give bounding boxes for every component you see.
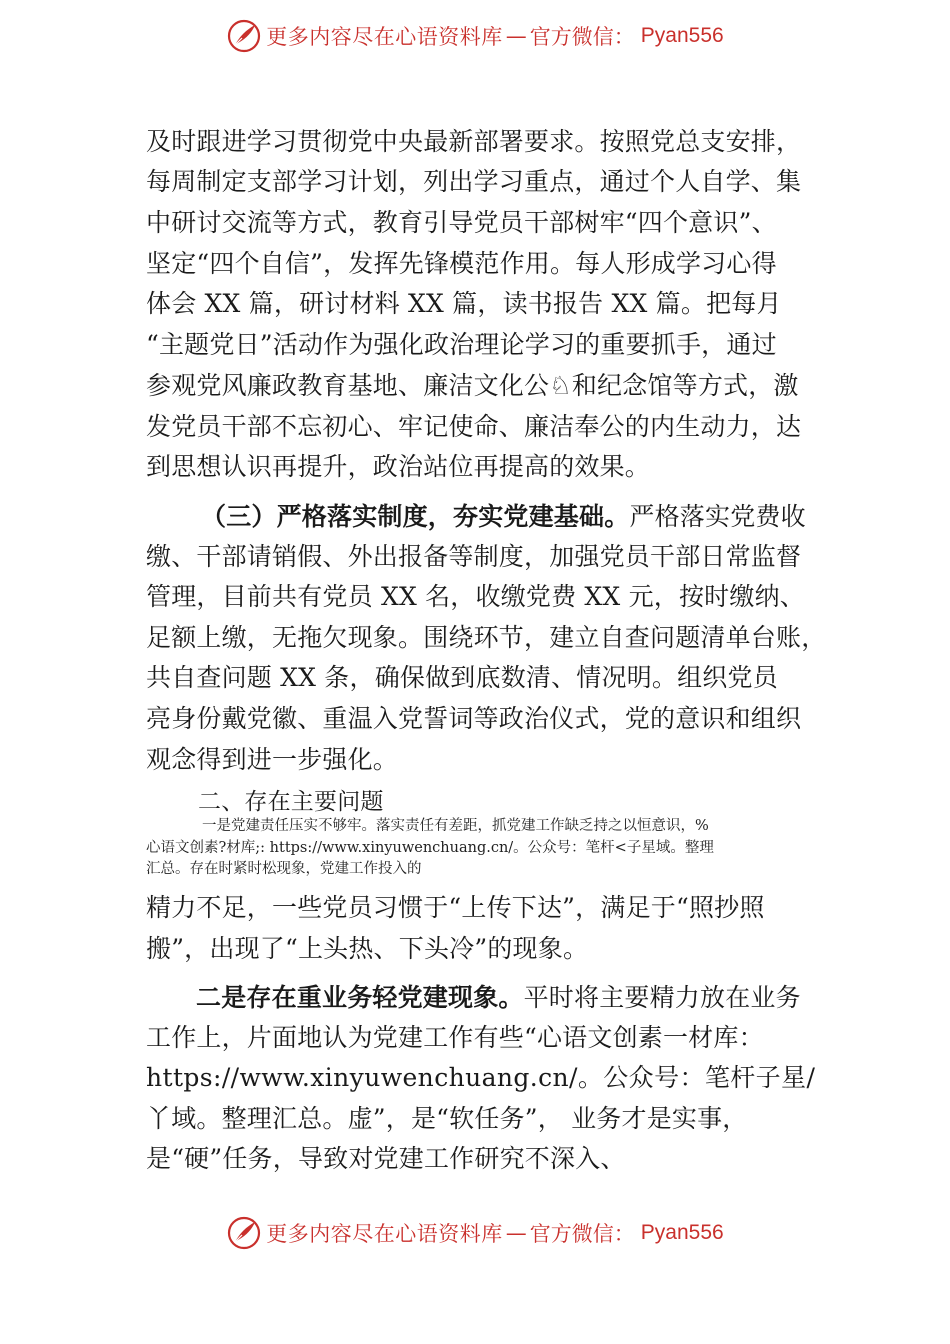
banner-text: 更多内容尽在心语资料库 xyxy=(266,25,503,49)
body-line: 亮身份戴党徽、重温入党誓词等政治仪式，党的意识和组织 xyxy=(146,704,802,733)
section-heading: 二是存在重业务轻党建现象。 xyxy=(196,983,524,1012)
body-line: 参观党风廉政教育基地、廉洁文化公♘和纪念馆等方式，激 xyxy=(146,371,799,400)
small-text-line: 汇总。存在时紧时松现象，党建工作投入的 xyxy=(146,861,422,877)
body-line: 体会 XX 篇，研讨材料 XX 篇，读书报告 XX 篇。把每月 xyxy=(146,289,782,318)
banner-wechat-id: Pyan556 xyxy=(640,24,724,47)
body-line: 是“硬”任务，导致对党建工作研究不深入、 xyxy=(146,1144,626,1173)
banner-text: 更多内容尽在心语资料库 xyxy=(266,1222,503,1246)
quill-logo-icon xyxy=(226,18,262,54)
body-line: 到思想认识再提升，政治站位再提高的效果。 xyxy=(146,452,651,481)
section-title: 二、存在主要问题 xyxy=(198,789,384,815)
body-line: 坚定“四个自信”，发挥先锋模范作用。每人形成学习心得 xyxy=(146,249,777,278)
banner-wechat-id: Pyan556 xyxy=(640,1221,724,1244)
banner-separator: — xyxy=(505,24,527,48)
body-line: 发党员干部不忘初心、牢记使命、廉洁奉公的内生动力，达 xyxy=(146,412,802,441)
body-text: 平时将主要精力放在业务 xyxy=(523,983,801,1012)
bottom-watermark-banner xyxy=(0,1209,950,1257)
banner-separator: — xyxy=(505,1221,527,1245)
body-line: 中研讨交流等方式，教育引导党员干部树牢“四个意识”、 xyxy=(146,208,777,237)
body-line: “主题党日”活动作为强化政治理论学习的重要抓手，通过 xyxy=(146,330,777,359)
banner-wechat-label: 官方微信： xyxy=(529,25,635,49)
body-text: 严格落实党费收 xyxy=(629,502,806,531)
quill-logo-icon xyxy=(226,1215,262,1251)
body-line: https://www.xinyuwenchuang.cn/。公众号：笔杆子星/ xyxy=(146,1063,816,1092)
body-line: 每周制定支部学习计划，列出学习重点，通过个人自学、集 xyxy=(146,167,802,196)
body-line: 丫域。整理汇总。虚”，是“软任务”， 业务才是实事， xyxy=(146,1104,748,1133)
banner-wechat-label: 官方微信： xyxy=(529,1222,635,1246)
body-line: 及时跟进学习贯彻党中央最新部署要求。按照党总支安排， xyxy=(146,127,802,156)
body-line: 精力不足，一些党员习惯于“上传下达”，满足于“照抄照 xyxy=(146,893,765,922)
section-paragraph-first-line xyxy=(201,497,806,537)
section-heading: （三）严格落实制度，夯实党建基础。 xyxy=(201,502,630,531)
body-line: 共自查问题 XX 条，确保做到底数清、情况明。组织党员 xyxy=(146,663,778,692)
top-watermark-banner xyxy=(0,12,950,60)
section-paragraph-first-line xyxy=(196,978,801,1018)
small-text-line: 一是党建责任压实不够牢。落实责任有差距，抓党建工作缺乏持之以恒意识，% xyxy=(202,818,709,834)
body-line: 足额上缴，无拖欠现象。围绕环节，建立自查问题清单台账， xyxy=(146,623,827,652)
small-text-line: 心语文创素?材库;: https://www.xinyuwenchuang.cn/。公众号：笔杆<子星域。整理 xyxy=(146,840,714,856)
body-line: 缴、干部请销假、外出报备等制度，加强党员干部日常监督 xyxy=(146,542,802,571)
body-line: 搬”，出现了“上头热、下头冷”的现象。 xyxy=(146,934,589,963)
body-line: 工作上，片面地认为党建工作有些“心语文创素一材库： xyxy=(146,1023,764,1052)
body-line: 管理，目前共有党员 XX 名，收缴党费 XX 元，按时缴纳、 xyxy=(146,582,805,611)
body-line: 观念得到进一步强化。 xyxy=(146,745,399,774)
